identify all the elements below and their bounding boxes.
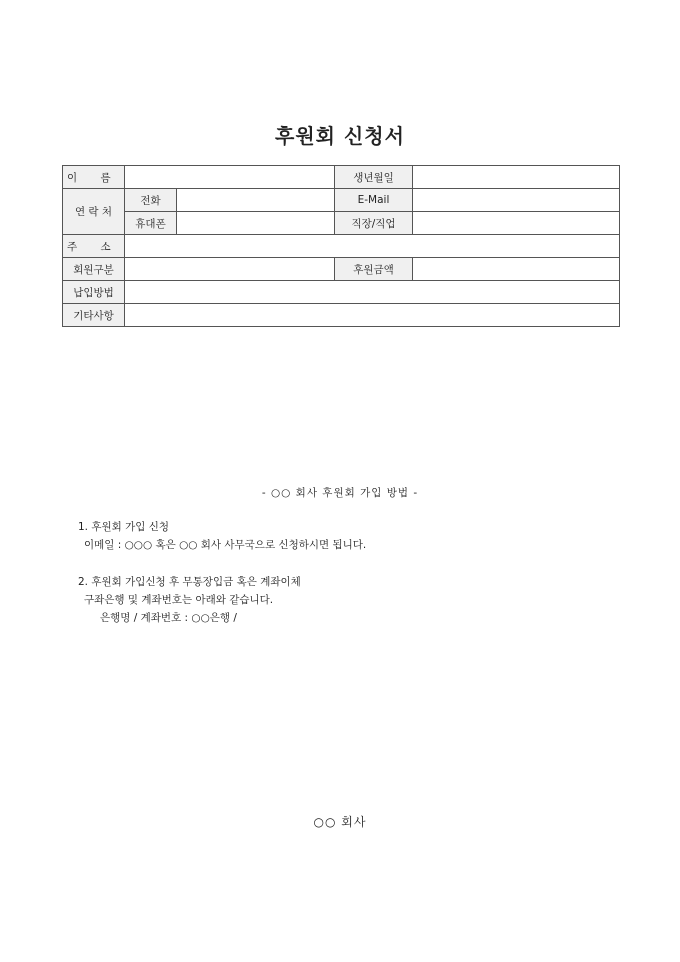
job-field[interactable] bbox=[413, 212, 620, 235]
section-1 bbox=[78, 518, 366, 554]
address-field[interactable] bbox=[125, 235, 620, 258]
address-label: 주 소 bbox=[63, 235, 125, 258]
name-label: 이 름 bbox=[63, 166, 125, 189]
email-field[interactable] bbox=[413, 189, 620, 212]
etc-label: 기타사항 bbox=[63, 304, 125, 327]
section-1-heading: 1. 후원회 가입 신청 bbox=[78, 521, 170, 533]
amount-field[interactable] bbox=[413, 258, 620, 281]
phone-field[interactable] bbox=[177, 189, 335, 212]
mobile-field[interactable] bbox=[177, 212, 335, 235]
form-row-etc bbox=[63, 304, 620, 327]
notice-title: - ○○ 회사 후원회 가입 방법 - bbox=[261, 487, 419, 499]
member-type-field[interactable] bbox=[125, 258, 335, 281]
birth-field[interactable] bbox=[413, 166, 620, 189]
section-2-heading: 2. 후원회 가입신청 후 무통장입금 혹은 계좌이체 bbox=[78, 576, 301, 588]
section-2-line-2: 은행명 / 계좌번호 : ○○은행 / bbox=[100, 612, 237, 624]
amount-label: 후원금액 bbox=[335, 258, 413, 281]
form-row-member-type bbox=[63, 258, 620, 281]
mobile-label: 휴대폰 bbox=[125, 212, 177, 235]
payment-label: 납입방법 bbox=[63, 281, 125, 304]
application-form-table bbox=[62, 165, 620, 327]
section-2 bbox=[78, 573, 301, 627]
form-row-address bbox=[63, 235, 620, 258]
form-row-payment bbox=[63, 281, 620, 304]
page-title: 후원회 신청서 bbox=[275, 124, 405, 148]
section-1-line: 이메일 : ○○○ 혹은 ○○ 회사 사무국으로 신청하시면 됩니다. bbox=[84, 539, 367, 551]
form-row-name bbox=[63, 166, 620, 189]
job-label: 직장/직업 bbox=[335, 212, 413, 235]
contact-label: 연 락 처 bbox=[63, 189, 125, 235]
phone-label: 전화 bbox=[125, 189, 177, 212]
form-row-phone bbox=[63, 189, 620, 212]
etc-field[interactable] bbox=[125, 304, 620, 327]
company-footer: ○○ 회사 bbox=[313, 815, 367, 829]
name-field[interactable] bbox=[125, 166, 335, 189]
section-2-line-1: 구좌은행 및 계좌번호는 아래와 같습니다. bbox=[84, 594, 274, 606]
birth-label: 생년월일 bbox=[335, 166, 413, 189]
email-label: E-Mail bbox=[335, 189, 413, 212]
form-row-mobile bbox=[63, 212, 620, 235]
payment-field[interactable] bbox=[125, 281, 620, 304]
member-type-label: 회원구분 bbox=[63, 258, 125, 281]
